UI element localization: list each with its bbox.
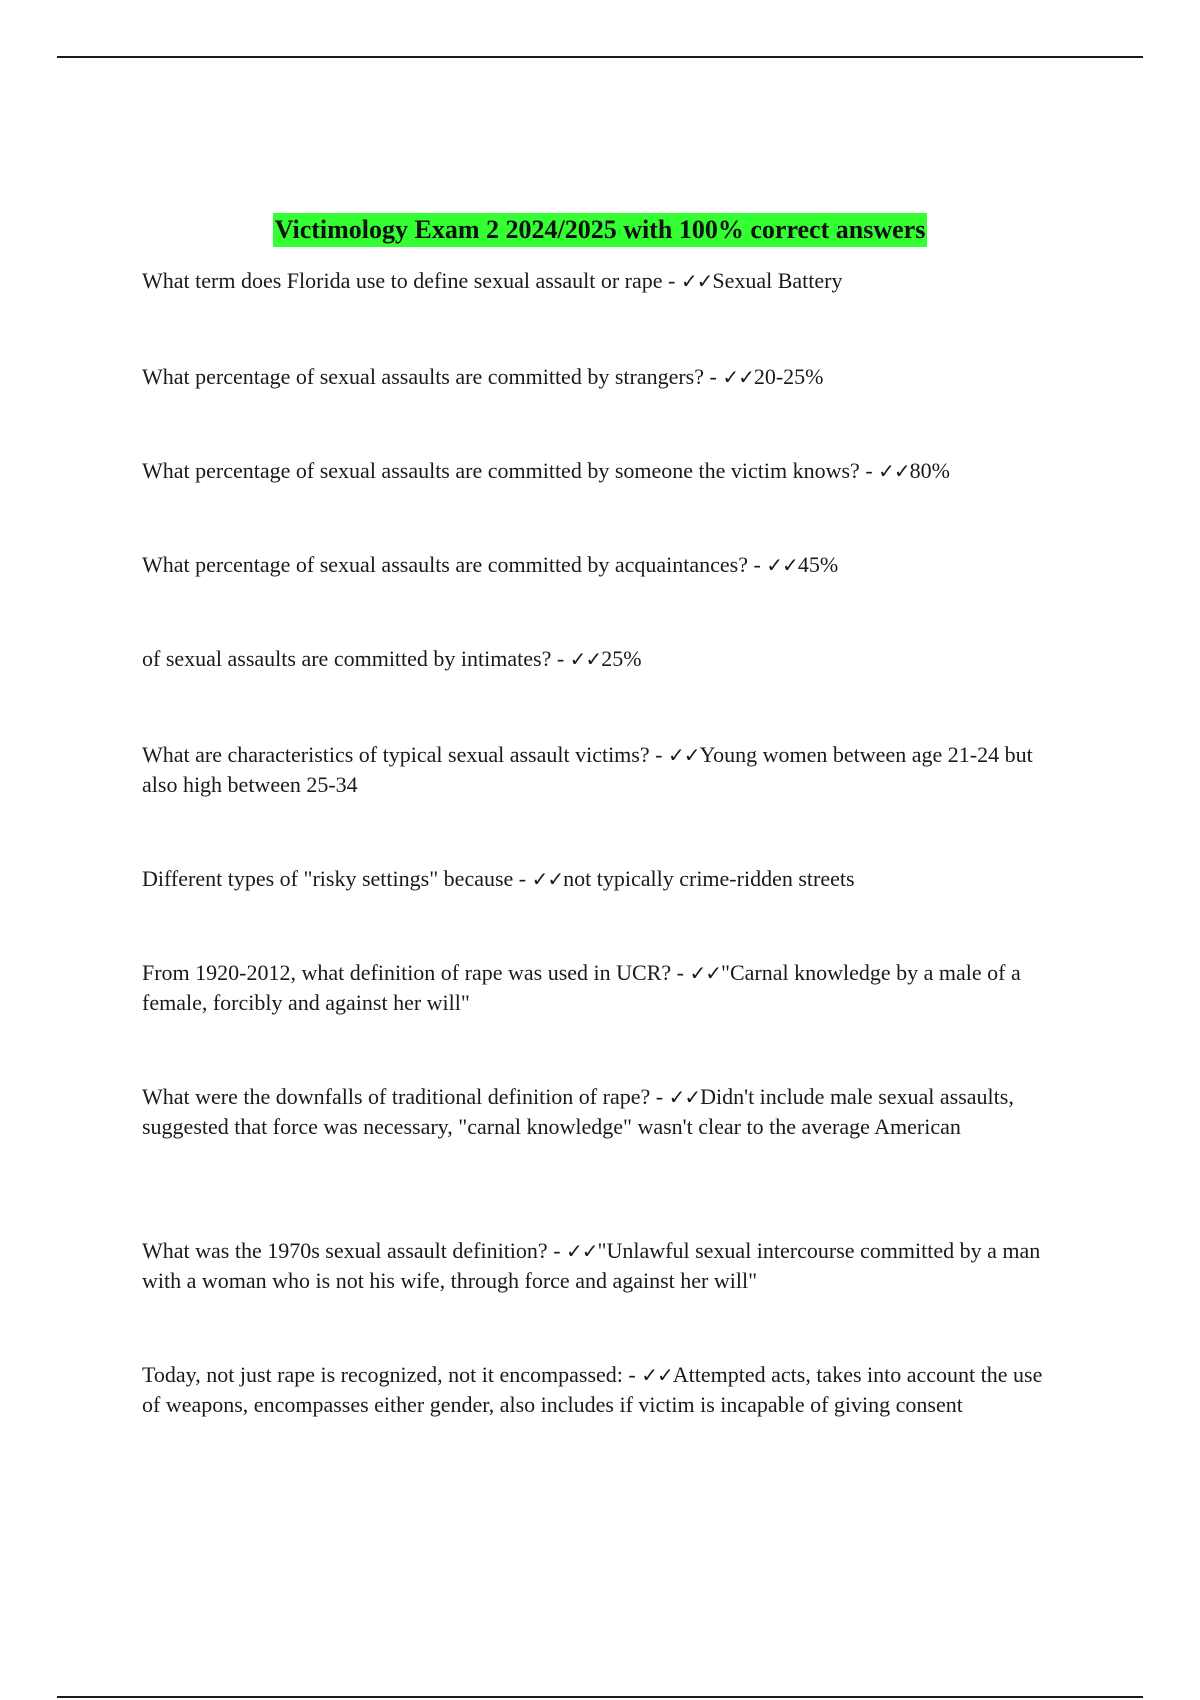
qa-item-9 xyxy=(142,1082,1062,1142)
top-rule xyxy=(57,56,1143,58)
answer-text: 25% xyxy=(601,646,642,671)
answer-text: Attempted acts, takes into account the use of weapons, encompasses either gender, also includes if victim is incapable of giving consent xyxy=(142,1362,1043,1417)
answer-text: "Carnal knowledge by a male of a female, forcibly and against her will" xyxy=(142,960,1021,1015)
separator: - xyxy=(649,742,668,767)
separator: - xyxy=(671,960,690,985)
separator: - xyxy=(859,458,879,483)
answer-text: 80% xyxy=(909,458,950,483)
double-check-icon: ✓✓ xyxy=(641,1363,673,1387)
double-check-icon: ✓✓ xyxy=(680,269,713,293)
separator: - xyxy=(622,1362,642,1387)
double-check-icon: ✓✓ xyxy=(667,743,700,767)
qa-item-10 xyxy=(142,1236,1062,1296)
question-text: What percentage of sexual assaults are committed by acquaintances? xyxy=(142,552,748,577)
qa-item-11 xyxy=(142,1360,1062,1420)
double-check-icon: ✓✓ xyxy=(668,1085,701,1109)
question-text: What were the downfalls of traditional definition of rape? xyxy=(142,1084,651,1109)
double-check-icon: ✓✓ xyxy=(531,867,564,891)
answer-text: Didn't include male sexual assaults, suggested that force was necessary, "carnal knowledge" wasn't clear to the average American xyxy=(142,1084,1014,1139)
answer-text: Sexual Battery xyxy=(712,268,843,293)
answer-text: 45% xyxy=(797,552,839,577)
document-title: Victimology Exam 2 2024/2025 with 100% correct answers xyxy=(273,213,928,247)
qa-item-8 xyxy=(142,958,1062,1018)
separator: - xyxy=(551,646,570,671)
double-check-icon: ✓✓ xyxy=(689,961,721,985)
answer-text: 20-25% xyxy=(753,364,824,389)
answer-text: Young women between age 21-24 but also high between 25-34 xyxy=(142,742,1033,797)
bottom-rule xyxy=(57,1696,1143,1698)
qa-item-3 xyxy=(142,456,1062,486)
double-check-icon: ✓✓ xyxy=(566,1239,598,1263)
separator: - xyxy=(547,1238,567,1263)
question-text: What was the 1970s sexual assault definition? xyxy=(142,1238,548,1263)
qa-item-1 xyxy=(142,266,1062,296)
question-text: Different types of "risky settings" because xyxy=(142,866,514,891)
question-text: What percentage of sexual assaults are committed by strangers? xyxy=(142,364,704,389)
separator: - xyxy=(662,268,681,293)
qa-item-5 xyxy=(142,644,1062,674)
qa-item-7 xyxy=(142,864,1062,894)
double-check-icon: ✓✓ xyxy=(766,553,798,577)
answer-text: not typically crime-ridden streets xyxy=(563,866,855,891)
double-check-icon: ✓✓ xyxy=(878,459,910,483)
separator: - xyxy=(650,1084,669,1109)
answer-text: "Unlawful sexual intercourse committed by a man with a woman who is not his wife, through force and against her will" xyxy=(142,1238,1041,1293)
question-text: What term does Florida use to define sexual assault or rape xyxy=(142,268,663,293)
question-text: What are characteristics of typical sexual assault victims? xyxy=(142,742,650,767)
double-check-icon: ✓✓ xyxy=(722,365,754,389)
question-text: of sexual assaults are committed by intimates? xyxy=(142,646,552,671)
title-container xyxy=(0,213,1200,247)
question-text: Today, not just rape is recognized, not it encompassed: xyxy=(142,1362,623,1387)
qa-item-6 xyxy=(142,740,1062,800)
separator: - xyxy=(747,552,767,577)
qa-item-4 xyxy=(142,550,1062,580)
double-check-icon: ✓✓ xyxy=(569,647,602,671)
separator: - xyxy=(704,364,723,389)
question-text: What percentage of sexual assaults are committed by someone the victim knows? xyxy=(142,458,860,483)
qa-item-2 xyxy=(142,362,1062,392)
separator: - xyxy=(513,866,532,891)
question-text: From 1920-2012, what definition of rape was used in UCR? xyxy=(142,960,672,985)
